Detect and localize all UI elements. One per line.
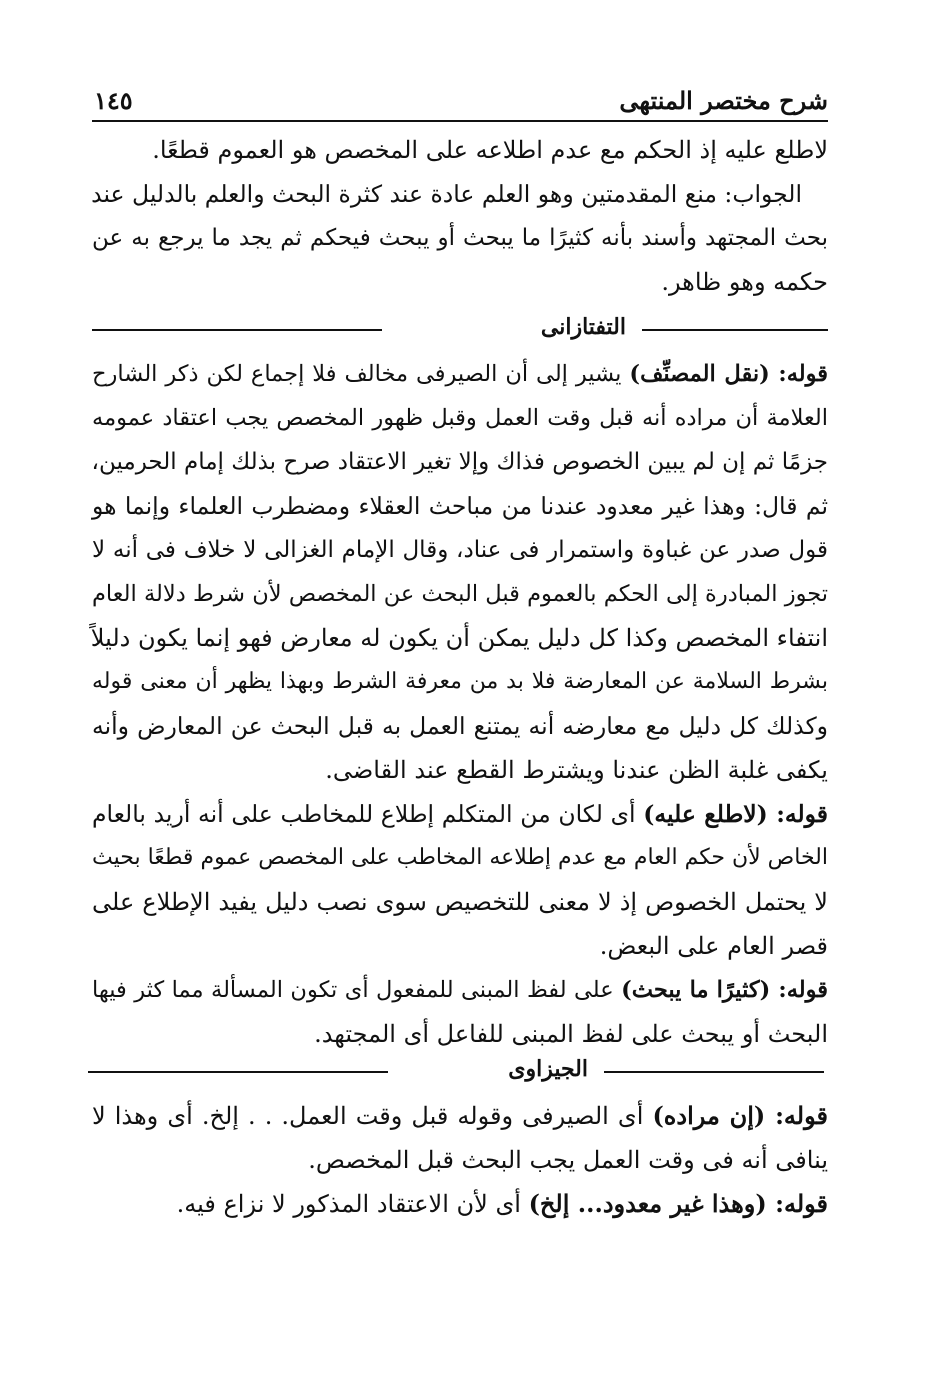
text-line: قصر العام على البعض. xyxy=(599,932,828,960)
text-line: قوله: (كثيرًا ما يبحث) على لفظ المبنى للمفعول أى تكون المسألة مما كثر فيها xyxy=(92,977,828,1003)
quote-keyword: قوله: (كثيرًا ما يبحث) xyxy=(621,977,828,1003)
quote-keyword: قوله: (لاطلع عليه) xyxy=(643,800,828,828)
section-taftazani-text xyxy=(92,352,828,1056)
divider-rule xyxy=(88,1071,388,1073)
section-jizawi-text xyxy=(92,1094,828,1226)
text-line: يكفى غلبة الظن عندنا ويشترط القطع عند القاضى. xyxy=(325,756,828,784)
text-line: تجوز المبادرة إلى الحكم بالعموم قبل البحث عن المخصص لأن شرط دلالة العام xyxy=(92,581,828,607)
section-divider-taftazani xyxy=(92,314,828,346)
text-line: ينافى أنه فى وقت العمل يجب البحث قبل المخصص. xyxy=(308,1146,828,1174)
running-header xyxy=(92,82,828,122)
text-line: العلامة أن مراده أنه قبل وقت العمل وقبل ظهور المخصص يجب اعتقاد عمومه xyxy=(92,405,828,431)
text-line: حكمه وهو ظاهر. xyxy=(661,268,828,296)
section-title: التفتازانى xyxy=(540,314,626,340)
text-line: البحث أو يبحث على لفظ المبنى للفاعل أى المجتهد. xyxy=(314,1020,828,1048)
page-number: ١٤٥ xyxy=(94,86,133,115)
text-line: قوله: (لاطلع عليه) أى لكان من المتكلم إطلاع للمخاطب على أنه أريد بالعام xyxy=(92,800,828,828)
text-line: قوله: (نقل المصنِّف) يشير إلى أن الصيرفى مخالف فلا إجماع لكن ذكر الشارح xyxy=(92,361,829,387)
divider-rule xyxy=(642,329,828,331)
text-line: الخاص لأن حكم العام مع عدم إطلاعه المخاطب على المخصص عموم قطعًا بحيث xyxy=(92,845,828,870)
text-line: الجواب: منع المقدمتين وهو العلم عادة عند كثرة البحث والعلم بالدليل عند xyxy=(91,180,802,208)
divider-rule xyxy=(92,329,382,331)
text-line: بشرط السلامة عن المعارضة فلا بد من معرفة الشرط وبهذا يظهر أن معنى قوله xyxy=(92,669,828,694)
section-title: الجيزاوى xyxy=(508,1056,588,1082)
section-divider-jizawi xyxy=(88,1056,824,1088)
divider-rule xyxy=(604,1071,824,1073)
book-title: شرح مختصر المنتهى xyxy=(619,86,828,115)
text-line: لا يحتمل الخصوص إذ لا معنى للتخصيص سوى نصب دليل يفيد الإطلاع على xyxy=(92,888,828,916)
text-line: قول صدر عن غباوة واستمرار فى عناد، وقال الإمام الغزالى لا خلاف فى أنه لا xyxy=(92,537,828,563)
text-line: بحث المجتهد وأسند بأنه كثيرًا ما يبحث أو يبحث فيحكم ثم يجد ما يرجع به عن xyxy=(92,225,828,251)
quote-keyword: قوله: (إن مراده) xyxy=(652,1101,828,1130)
quote-keyword: قوله: (نقل المصنِّف) xyxy=(629,361,829,387)
quote-keyword: قوله: (وهذا غير معدود... إلخ) xyxy=(528,1189,828,1218)
text-line: قوله: (إن مراده) أى الصيرفى وقوله قبل وقت العمل. . . إلخ. أى وهذا لا xyxy=(92,1101,828,1130)
text-line: قوله: (وهذا غير معدود... إلخ) أى لأن الاعتقاد المذكور لا نزاع فيه. xyxy=(176,1189,828,1218)
main-text-block xyxy=(92,128,828,304)
text-line: وكذلك كل دليل مع معارضه أنه يمتنع العمل به قبل البحث عن المعارض وأنه xyxy=(92,712,828,740)
text-line: جزمًا ثم إن لم يبين الخصوص فذاك وإلا تغير الاعتقاد صرح بذلك إمام الحرمين، xyxy=(91,449,828,475)
text-line: لاطلع عليه إذ الحكم مع عدم اطلاعه على المخصص هو العموم قطعًا. xyxy=(152,136,828,164)
text-line: ثم قال: وهذا غير معدود عندنا من مباحث العقلاء ومضطرب العلماء وإنما هو xyxy=(92,492,828,520)
text-line: انتفاء المخصص وكذا كل دليل يمكن أن يكون له معارض فهو إنما يكون دليلاً xyxy=(90,624,828,652)
